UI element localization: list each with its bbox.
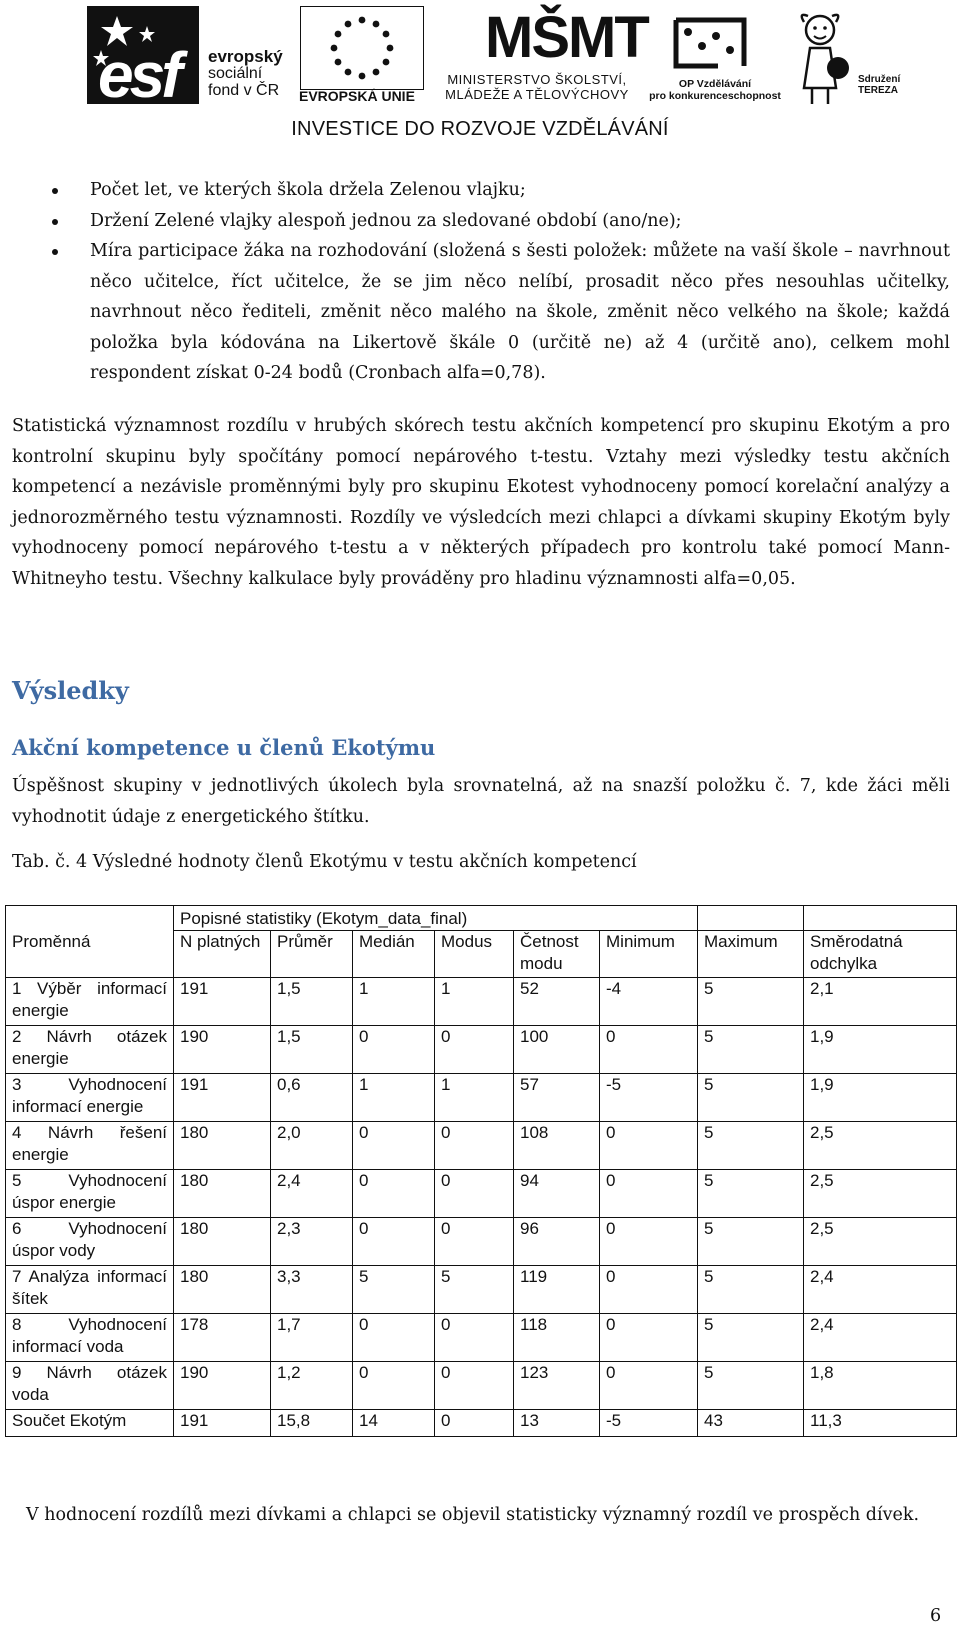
table-cell: 0 <box>435 1314 514 1362</box>
variable-header: Proměnná <box>6 906 174 978</box>
logo-header <box>0 0 960 145</box>
table-cell: 190 <box>174 1026 271 1074</box>
row-label: Součet Ekotým <box>6 1410 174 1437</box>
table-row <box>6 1026 957 1074</box>
table-row <box>6 1266 957 1314</box>
tereza-label <box>858 74 900 96</box>
table-row <box>6 1074 957 1122</box>
table-cell: 5 <box>698 1218 804 1266</box>
row-label: 8 Vyhodnocení informací voda <box>6 1314 174 1362</box>
table-cell: 5 <box>353 1266 435 1314</box>
table-cell: 1,2 <box>271 1362 353 1410</box>
table-group-row <box>6 906 957 931</box>
bullet-item <box>50 206 950 237</box>
esf-letters: esf <box>98 39 179 111</box>
table-cell: 178 <box>174 1314 271 1362</box>
table-cell: 0 <box>600 1314 698 1362</box>
table-cell: 0 <box>600 1218 698 1266</box>
table-cell: 14 <box>353 1410 435 1437</box>
table-cell: 94 <box>514 1170 600 1218</box>
table-cell: 0 <box>600 1362 698 1410</box>
esf-line3: fond v ČR <box>208 82 280 99</box>
table-cell: 180 <box>174 1218 271 1266</box>
table-cell: 180 <box>174 1122 271 1170</box>
row-label: 5 Vyhodnocení úspor energie <box>6 1170 174 1218</box>
table-cell: 15,8 <box>271 1410 353 1437</box>
group-spacer <box>698 906 804 931</box>
column-header: Průměr <box>271 931 353 978</box>
column-header: Směrodatná odchylka <box>804 931 957 978</box>
table-cell: -4 <box>600 978 698 1026</box>
table-cell: 5 <box>435 1266 514 1314</box>
table-cell: 5 <box>698 1170 804 1218</box>
table-cell: 123 <box>514 1362 600 1410</box>
tereza-line2: TEREZA <box>858 85 898 96</box>
tereza-line1: Sdružení <box>858 74 901 85</box>
table-cell: 2,4 <box>271 1170 353 1218</box>
table-row <box>6 1362 957 1410</box>
table-cell: 3,3 <box>271 1266 353 1314</box>
table-cell: 2,4 <box>804 1266 957 1314</box>
table-cell: 1,7 <box>271 1314 353 1362</box>
table-caption: Tab. č. 4 Výsledné hodnoty členů Ekotýmu v testu akčních kompetencí <box>12 852 637 872</box>
table-cell: 0 <box>353 1170 435 1218</box>
table-cell: 5 <box>698 1266 804 1314</box>
table-row <box>6 1410 957 1437</box>
table-row <box>6 1218 957 1266</box>
table-cell: 108 <box>514 1122 600 1170</box>
table-cell: 0 <box>435 1170 514 1218</box>
row-label: 6 Vyhodnocení úspor vody <box>6 1218 174 1266</box>
table-cell: 1 <box>435 1074 514 1122</box>
table-cell: 2,5 <box>804 1218 957 1266</box>
table-cell: 2,5 <box>804 1170 957 1218</box>
table-cell: 180 <box>174 1170 271 1218</box>
row-label: 2 Návrh otázek energie <box>6 1026 174 1074</box>
table-cell: 180 <box>174 1266 271 1314</box>
table-cell: 1 <box>353 1074 435 1122</box>
table-cell: 100 <box>514 1026 600 1074</box>
msmt-line1: MINISTERSTVO ŠKOLSTVÍ, <box>447 72 627 87</box>
esf-line2: sociální <box>208 65 263 82</box>
row-label: 4 Návrh řešení energie <box>6 1122 174 1170</box>
table-cell: 191 <box>174 978 271 1026</box>
table-cell: 0 <box>353 1314 435 1362</box>
bullet-text: Počet let, ve kterých škola držela Zelenou vlajku; <box>90 180 526 200</box>
group-title: Popisné statistiky (Ekotym_data_final) <box>174 906 600 931</box>
bullet-dot-icon <box>52 249 58 255</box>
op-label <box>645 78 785 102</box>
msmt-label <box>432 72 642 102</box>
table-cell: 0 <box>353 1026 435 1074</box>
table-cell: 1,8 <box>804 1362 957 1410</box>
row-label: 9 Návrh otázek voda <box>6 1362 174 1410</box>
table-cell: 0 <box>435 1362 514 1410</box>
table-cell: -5 <box>600 1410 698 1437</box>
bullet-dot-icon <box>52 188 58 194</box>
eu-label: EVROPSKÁ UNIE <box>299 88 415 104</box>
esf-label <box>208 48 283 99</box>
column-header: Minimum <box>600 931 698 978</box>
table-cell: 0 <box>353 1362 435 1410</box>
table-cell: 0 <box>600 1122 698 1170</box>
table-cell: 191 <box>174 1410 271 1437</box>
table-cell: 1 <box>435 978 514 1026</box>
msmt-line2: MLÁDEŽE A TĚLOVÝCHOVY <box>445 87 629 102</box>
table-cell: -5 <box>600 1074 698 1122</box>
table-cell: 5 <box>698 1314 804 1362</box>
table-cell: 0 <box>435 1410 514 1437</box>
table-cell: 5 <box>698 1026 804 1074</box>
table-cell: 52 <box>514 978 600 1026</box>
table-cell: 119 <box>514 1266 600 1314</box>
table-cell: 0 <box>435 1218 514 1266</box>
table-cell: 5 <box>698 1362 804 1410</box>
table-cell: 2,0 <box>271 1122 353 1170</box>
bullet-list <box>50 175 950 389</box>
column-header: Medián <box>353 931 435 978</box>
table-cell: 1 <box>353 978 435 1026</box>
table-cell: 0 <box>435 1122 514 1170</box>
table-cell: 2,3 <box>271 1218 353 1266</box>
op-line2: pro konkurenceschopnost <box>649 90 781 102</box>
table-cell: 57 <box>514 1074 600 1122</box>
table-cell: 0 <box>600 1170 698 1218</box>
column-header: N platných <box>174 931 271 978</box>
page-number: 6 <box>930 1606 942 1626</box>
table-cell: 118 <box>514 1314 600 1362</box>
table-cell: 1,5 <box>271 1026 353 1074</box>
results-paragraph: Úspěšnost skupiny v jednotlivých úkolech byla srovnatelná, až na snazší položku č. 7, kde žáci měli vyhodnotit údaje z energetického štítku. <box>12 776 950 827</box>
tereza-girl-icon <box>790 8 850 108</box>
op-line1: OP Vzdělávání <box>678 78 752 90</box>
table-body <box>6 978 957 1437</box>
group-spacer <box>600 906 698 931</box>
table-cell: 0,6 <box>271 1074 353 1122</box>
row-label: 1 Výběr informací energie <box>6 978 174 1026</box>
bullet-item <box>50 236 950 389</box>
table-cell: 43 <box>698 1410 804 1437</box>
section-heading: Výsledky <box>12 676 129 705</box>
column-header: Maximum <box>698 931 804 978</box>
table-cell: 96 <box>514 1218 600 1266</box>
table-row <box>6 978 957 1026</box>
msmt-logo: MŠMT <box>485 5 648 70</box>
table-row <box>6 1122 957 1170</box>
table-cell: 2,5 <box>804 1122 957 1170</box>
table-cell: 5 <box>698 1122 804 1170</box>
eu-flag-icon <box>300 6 424 90</box>
table-cell: 1,9 <box>804 1074 957 1122</box>
statistics-table <box>5 905 957 1437</box>
table-cell: 5 <box>698 1074 804 1122</box>
table-cell: 5 <box>698 978 804 1026</box>
gender-paragraph: V hodnocení rozdílů mezi dívkami a chlapci se objevil statisticky významný rozdíl ve prospěch dívek. <box>26 1505 920 1525</box>
table-cell: 0 <box>435 1026 514 1074</box>
table-cell: 0 <box>353 1218 435 1266</box>
table-cell: 13 <box>514 1410 600 1437</box>
bullet-dot-icon <box>52 219 58 225</box>
row-label: 3 Vyhodnocení informací energie <box>6 1074 174 1122</box>
column-header: Modus <box>435 931 514 978</box>
table-cell: 191 <box>174 1074 271 1122</box>
table-row <box>6 1170 957 1218</box>
methods-paragraph: Statistická významnost rozdílu v hrubých skórech testu akčních kompetencí pro skupinu Ekotým a pro kontrolní skupinu byly spočítány pomocí nepárového t-testu. Vztahy mezi výsledky testu akčních kompetencí a nezávisle proměnnými byly pro skupinu Ekotest vyhodnoceny pomocí korelační analýzy a jednorozměrného testu významnosti. Rozdíly ve výsledcích mezi chlapci a dívkami skupiny Ekotým byly vyhodnoceny pomocí nepárového t-testu a v některých případech pro kontrolu také pomocí Mann-Whitneyho testu. Všechny kalkulace byly prováděny pro hladinu významnosti alfa=0,05. <box>12 416 950 589</box>
investice-banner: INVESTICE DO ROZVOJE VZDĚLÁVÁNÍ <box>291 118 669 140</box>
row-label: 7 Analýza informací šítek <box>6 1266 174 1314</box>
table-cell: 1,5 <box>271 978 353 1026</box>
table-cell: 1,9 <box>804 1026 957 1074</box>
subsection-heading: Akční kompetence u členů Ekotýmu <box>12 735 436 760</box>
table-cell: 190 <box>174 1362 271 1410</box>
esf-line1: evropský <box>208 47 283 66</box>
bullet-text: Míra participace žáka na rozhodování (složená s šesti položek: můžete na vaší škole – navrhnout něco učitelce, říct učitelce, že se jim něco nelíbí, prosadit něco přes nesouhlas učitelky, navrhnout něco řediteli, změnit něco malého na škole, změnit něco velkého na škole; každá položka byla kódována na Likertově škále 0 (určitě ne) až 4 (určitě ano), celkem mohl respondent získat 0-24 bodů (Cronbach alfa=0,78). <box>90 241 950 383</box>
table-cell: 0 <box>600 1026 698 1074</box>
table-row <box>6 1314 957 1362</box>
table-cell: 0 <box>600 1266 698 1314</box>
bullet-item <box>50 175 950 206</box>
column-header: Četnost modu <box>514 931 600 978</box>
table-cell: 11,3 <box>804 1410 957 1437</box>
group-spacer <box>804 906 957 931</box>
table-cell: 2,1 <box>804 978 957 1026</box>
table-cell: 0 <box>353 1122 435 1170</box>
bullet-text: Držení Zelené vlajky alespoň jednou za sledované období (ano/ne); <box>90 210 682 231</box>
table-cell: 2,4 <box>804 1314 957 1362</box>
